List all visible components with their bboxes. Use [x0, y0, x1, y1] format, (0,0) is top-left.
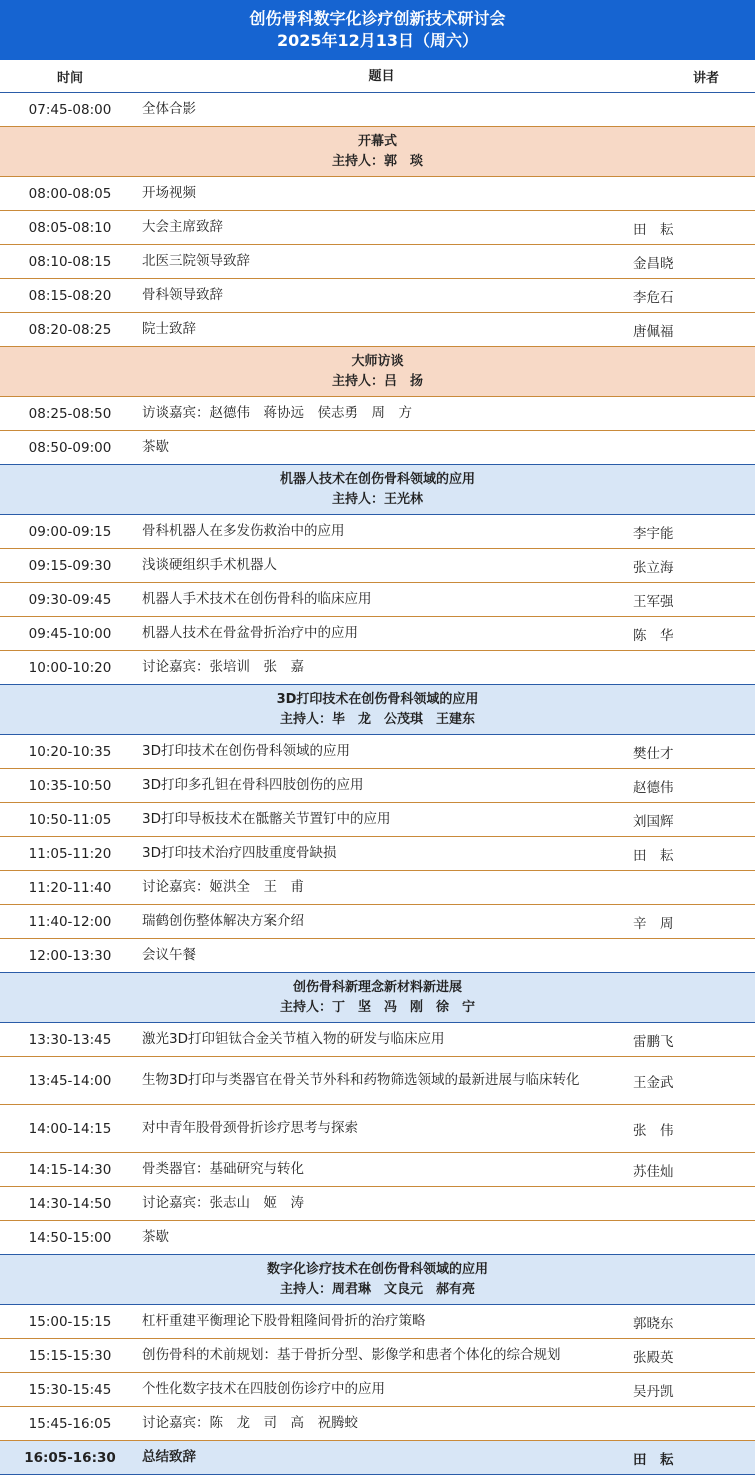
schedule-row: [0, 431, 755, 465]
row-topic: 生物3D打印与类器官在骨关节外科和药物筛选领域的最新进展与临床转化: [142, 1072, 580, 1088]
schedule-row: [0, 211, 755, 245]
row-speaker: 金昌晓: [633, 255, 674, 272]
session-host: 主持人：王光林: [331, 491, 423, 507]
program-title: 创伤骨科数字化诊疗创新技术研讨会: [249, 9, 506, 28]
closing-row: [0, 1441, 755, 1475]
session-title: 数字化诊疗技术在创伤骨科领域的应用: [266, 1261, 488, 1277]
schedule-row: [0, 735, 755, 769]
row-topic: 全体合影: [142, 101, 196, 117]
schedule-row: [0, 279, 755, 313]
header-time: 时间: [56, 70, 83, 86]
header-speaker: 讲者: [692, 70, 719, 86]
session-host: 主持人：周君琳 文良元 郝有亮: [279, 1281, 475, 1297]
row-time: 08:25-08:50: [28, 405, 112, 422]
row-speaker: 唐佩福: [633, 323, 674, 340]
row-speaker: 樊仕才: [633, 745, 674, 762]
row-topic: 讨论嘉宾：张培训 张 嘉: [142, 659, 304, 675]
session-title: 3D打印技术在创伤骨科领域的应用: [276, 691, 479, 707]
row-speaker: 田 耘: [633, 847, 674, 864]
session-host: 主持人：毕 龙 公茂琪 王建东: [279, 711, 475, 727]
schedule-row: [0, 177, 755, 211]
row-time: 08:05-08:10: [28, 219, 112, 236]
row-time: 08:00-08:05: [28, 185, 112, 202]
row-topic: 浅谈硬组织手术机器人: [142, 557, 277, 573]
session-title: 大师访谈: [351, 353, 404, 369]
program-date: 2025年12月13日（周六）: [276, 31, 479, 50]
schedule-row: [0, 583, 755, 617]
row-time: 11:05-11:20: [28, 845, 112, 862]
row-time: 10:35-10:50: [28, 777, 112, 794]
row-speaker: 李宇能: [633, 525, 674, 542]
session-title: 机器人技术在创伤骨科领域的应用: [279, 471, 475, 487]
schedule-row: [0, 837, 755, 871]
row-speaker: 李危石: [633, 289, 674, 306]
row-time: 09:30-09:45: [28, 591, 112, 608]
table-header: [0, 60, 755, 93]
session-header: [0, 685, 755, 735]
schedule-row: [0, 397, 755, 431]
row-speaker: 张 伟: [633, 1122, 674, 1139]
schedule-row: [0, 549, 755, 583]
row-time: 08:10-08:15: [28, 253, 112, 270]
row-topic: 讨论嘉宾：张志山 姬 涛: [142, 1195, 304, 1211]
row-speaker: 张殿英: [633, 1349, 674, 1366]
session-title: 开幕式: [357, 133, 397, 149]
row-speaker: 刘国辉: [633, 813, 674, 830]
session-host: 主持人：吕 扬: [331, 373, 423, 389]
row-topic: 骨科领导致辞: [142, 287, 223, 303]
schedule-row: [0, 1105, 755, 1153]
header-topic: 题目: [368, 68, 395, 84]
row-topic: 北医三院领导致辞: [142, 253, 250, 269]
row-topic: 杠杆重建平衡理论下股骨粗隆间骨折的治疗策略: [142, 1313, 426, 1329]
row-time: 14:50-15:00: [28, 1229, 112, 1246]
row-time: 09:00-09:15: [28, 523, 112, 540]
row-speaker: 王金武: [633, 1074, 674, 1091]
session-header: [0, 1255, 755, 1305]
row-topic: 对中青年股骨颈骨折诊疗思考与探索: [142, 1120, 358, 1136]
row-topic: 3D打印导板技术在骶髂关节置钉中的应用: [142, 811, 391, 827]
row-time: 14:15-14:30: [28, 1161, 112, 1178]
row-speaker: 田 耘: [633, 1451, 674, 1468]
schedule-row: [0, 93, 755, 127]
row-time: 15:30-15:45: [28, 1381, 112, 1398]
schedule-row: [0, 515, 755, 549]
schedule-row: [0, 1407, 755, 1441]
row-topic: 院士致辞: [142, 321, 196, 337]
schedule-row: [0, 1305, 755, 1339]
row-topic: 茶歇: [142, 1229, 169, 1245]
program-title-bar: [0, 0, 755, 60]
row-topic: 3D打印技术在创伤骨科领域的应用: [142, 743, 350, 759]
row-time: 15:45-16:05: [28, 1415, 112, 1432]
schedule-row: [0, 1153, 755, 1187]
row-topic: 机器人技术在骨盆骨折治疗中的应用: [142, 625, 358, 641]
row-time: 13:30-13:45: [28, 1031, 112, 1048]
row-topic: 开场视频: [142, 185, 196, 201]
row-speaker: 郭晓东: [633, 1315, 674, 1332]
row-topic: 茶歇: [142, 439, 169, 455]
row-time: 16:05-16:30: [24, 1449, 116, 1466]
session-title: 创伤骨科新理念新材料新进展: [292, 979, 462, 995]
schedule-row: [0, 617, 755, 651]
row-topic: 机器人手术技术在创伤骨科的临床应用: [142, 591, 372, 607]
row-speaker: 辛 周: [633, 915, 674, 932]
row-speaker: 雷鹏飞: [633, 1033, 674, 1050]
session-header: [0, 973, 755, 1023]
session-host: 主持人：丁 坚 冯 刚 徐 宁: [279, 999, 475, 1015]
row-speaker: 赵德伟: [633, 779, 674, 796]
row-speaker: 陈 华: [633, 627, 674, 644]
row-time: 08:20-08:25: [28, 321, 112, 338]
row-time: 08:50-09:00: [28, 439, 112, 456]
row-time: 15:00-15:15: [28, 1313, 112, 1330]
session-header: [0, 347, 755, 397]
row-time: 10:50-11:05: [28, 811, 112, 828]
row-speaker: 田 耘: [633, 221, 674, 238]
row-time: 07:45-08:00: [28, 101, 112, 118]
row-topic: 3D打印技术治疗四肢重度骨缺损: [142, 845, 337, 861]
row-topic: 骨类器官：基础研究与转化: [142, 1161, 304, 1177]
row-time: 11:20-11:40: [28, 879, 112, 896]
row-topic: 大会主席致辞: [142, 219, 223, 235]
row-topic: 总结致辞: [142, 1449, 196, 1465]
session-header: [0, 465, 755, 515]
row-time: 12:00-13:30: [28, 947, 112, 964]
row-topic: 瑞鹤创伤整体解决方案介绍: [142, 913, 304, 929]
session-host: 主持人：郭 琰: [331, 153, 423, 169]
row-time: 08:15-08:20: [28, 287, 112, 304]
row-time: 14:00-14:15: [28, 1120, 112, 1137]
schedule-row: [0, 871, 755, 905]
row-speaker: 张立海: [633, 559, 674, 576]
row-time: 11:40-12:00: [28, 913, 112, 930]
schedule-table: [0, 93, 755, 1475]
schedule-row: [0, 939, 755, 973]
schedule-row: [0, 651, 755, 685]
row-topic: 访谈嘉宾：赵德伟 蒋协远 侯志勇 周 方: [142, 405, 412, 421]
schedule-row: [0, 1373, 755, 1407]
row-time: 10:00-10:20: [28, 659, 112, 676]
row-topic: 激光3D打印钽钛合金关节植入物的研发与临床应用: [142, 1031, 445, 1047]
row-topic: 创伤骨科的术前规划：基于骨折分型、影像学和患者个体化的综合规划: [142, 1347, 561, 1363]
row-time: 13:45-14:00: [28, 1072, 112, 1089]
schedule-row: [0, 905, 755, 939]
schedule-row: [0, 1187, 755, 1221]
row-topic: 个性化数字技术在四肢创伤诊疗中的应用: [142, 1381, 385, 1397]
row-time: 09:45-10:00: [28, 625, 112, 642]
schedule-row: [0, 1221, 755, 1255]
row-topic: 讨论嘉宾：姬洪全 王 甫: [142, 879, 304, 895]
schedule-row: [0, 769, 755, 803]
schedule-row: [0, 803, 755, 837]
row-topic: 骨科机器人在多发伤救治中的应用: [142, 523, 345, 539]
schedule-row: [0, 313, 755, 347]
session-header: [0, 127, 755, 177]
row-time: 14:30-14:50: [28, 1195, 112, 1212]
row-speaker: 苏佳灿: [633, 1163, 674, 1180]
row-topic: 会议午餐: [142, 947, 196, 963]
schedule-row: [0, 1339, 755, 1373]
row-topic: 讨论嘉宾：陈 龙 司 高 祝腾蛟: [142, 1415, 358, 1431]
row-time: 09:15-09:30: [28, 557, 112, 574]
row-speaker: 王军强: [633, 593, 674, 610]
schedule-row: [0, 1023, 755, 1057]
row-time: 10:20-10:35: [28, 743, 112, 760]
row-time: 15:15-15:30: [28, 1347, 112, 1364]
row-speaker: 吴丹凯: [633, 1383, 674, 1400]
row-topic: 3D打印多孔钽在骨科四肢创伤的应用: [142, 777, 364, 793]
schedule-row: [0, 245, 755, 279]
schedule-row: [0, 1057, 755, 1105]
